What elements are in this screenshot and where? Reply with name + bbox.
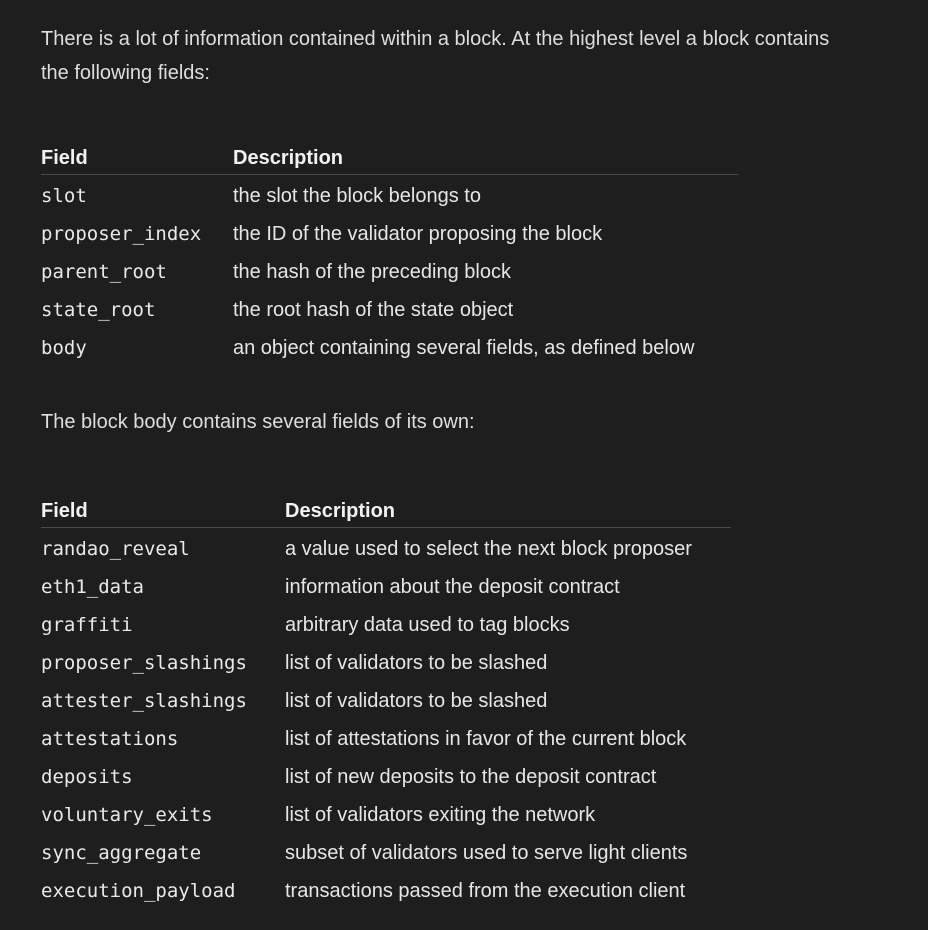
field-name: proposer_index — [41, 223, 202, 245]
table-row — [41, 796, 731, 834]
body-fields-table — [41, 495, 731, 910]
field-name: voluntary_exits — [41, 804, 213, 826]
field-name: slot — [41, 185, 87, 207]
field-description: list of validators to be slashed — [285, 689, 548, 712]
table-row — [41, 606, 731, 644]
field-column-header: Field — [41, 495, 285, 528]
description-column-header: Description — [233, 142, 738, 175]
table-header-row — [41, 495, 731, 528]
field-name: randao_reveal — [41, 538, 190, 560]
field-description: the root hash of the state object — [233, 298, 514, 321]
table-header-row — [41, 142, 738, 175]
table-row — [41, 215, 738, 253]
table-row — [41, 720, 731, 758]
table-row — [41, 872, 731, 910]
field-description: transactions passed from the execution client — [285, 879, 686, 902]
field-description: the slot the block belongs to — [233, 184, 481, 207]
field-name: proposer_slashings — [41, 652, 247, 674]
table-row — [41, 644, 731, 682]
table-row — [41, 175, 738, 216]
table-row — [41, 329, 738, 367]
intro-paragraph: There is a lot of information contained within a block. At the highest level a block contains the following fields: — [41, 28, 830, 84]
field-description: list of validators to be slashed — [285, 651, 548, 674]
field-name: graffiti — [41, 614, 133, 636]
field-column-header: Field — [41, 142, 233, 175]
field-name: parent_root — [41, 261, 167, 283]
field-description: the hash of the preceding block — [233, 260, 511, 283]
table-row — [41, 682, 731, 720]
table-row — [41, 568, 731, 606]
field-name: body — [41, 337, 87, 359]
field-description: the ID of the validator proposing the block — [233, 222, 603, 245]
table-row — [41, 253, 738, 291]
field-name: state_root — [41, 299, 156, 321]
field-description: subset of validators used to serve light clients — [285, 841, 688, 864]
field-name: eth1_data — [41, 576, 144, 598]
table-row — [41, 758, 731, 796]
field-description: list of attestations in favor of the current block — [285, 727, 687, 750]
field-name: execution_payload — [41, 880, 236, 902]
field-description: list of new deposits to the deposit contract — [285, 765, 657, 788]
field-description: a value used to select the next block proposer — [285, 537, 692, 560]
field-name: attestations — [41, 728, 179, 750]
field-name: sync_aggregate — [41, 842, 202, 864]
block-fields-table — [41, 142, 738, 367]
field-name: deposits — [41, 766, 133, 788]
table-row — [41, 291, 738, 329]
field-name: attester_slashings — [41, 690, 247, 712]
table-row — [41, 834, 731, 872]
table-row — [41, 528, 731, 569]
field-description: an object containing several fields, as defined below — [233, 336, 695, 359]
field-description: arbitrary data used to tag blocks — [285, 613, 570, 636]
field-description: information about the deposit contract — [285, 575, 620, 598]
field-description: list of validators exiting the network — [285, 803, 596, 826]
body-intro-paragraph: The block body contains several fields of its own: — [41, 411, 475, 433]
description-column-header: Description — [285, 495, 731, 528]
